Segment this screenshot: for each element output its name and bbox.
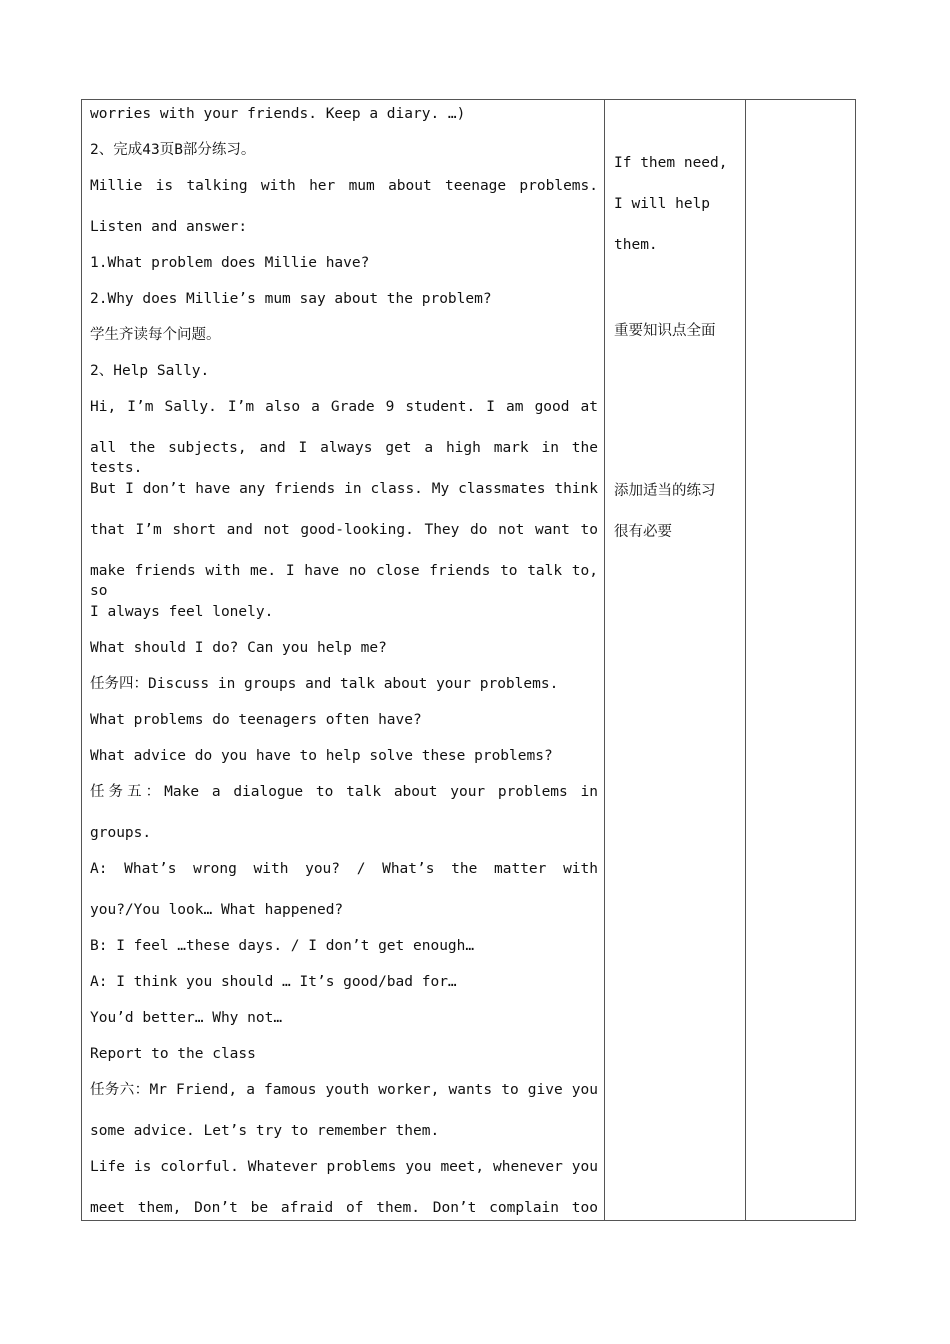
content-line: you?/You look… What happened?	[90, 902, 344, 918]
content-line: 2.Why does Millie’s mum say about the problem?	[90, 291, 492, 307]
content-line: Millie is talking with her mum about teenage problems.	[90, 178, 598, 194]
note-line: If them need,	[614, 155, 728, 171]
content-line: groups.	[90, 825, 152, 841]
content-line: A: I think you should … It’s good/bad for…	[90, 974, 457, 990]
content-line: B: I feel …these days. / I don’t get enough…	[90, 938, 475, 954]
content-line: What advice do you have to help solve these problems?	[90, 748, 553, 764]
content-line: 2、完成43页B部分练习。	[90, 142, 256, 158]
content-line: worries with your friends. Keep a diary. …)	[90, 106, 466, 122]
content-line: Hi, I’m Sally. I’m also a Grade 9 student. I am good at	[90, 399, 598, 415]
note-line: 重要知识点全面	[614, 323, 716, 339]
content-line: You’d better… Why not…	[90, 1010, 283, 1026]
content-line: 2、Help Sally.	[90, 363, 210, 379]
content-line: some advice. Let’s try to remember them.	[90, 1123, 440, 1139]
note-line: them.	[614, 237, 658, 253]
content-line: 任务六：Mr Friend, a famous youth worker, wants to give you	[90, 1082, 598, 1098]
lesson-plan-table	[81, 99, 856, 1221]
content-line: Report to the class	[90, 1046, 256, 1062]
column-divider-1	[604, 100, 605, 1220]
content-line: 1.What problem does Millie have?	[90, 255, 370, 271]
content-line: Life is colorful. Whatever problems you meet, whenever you	[90, 1159, 598, 1175]
content-line: I always feel lonely.	[90, 604, 274, 620]
content-line: What problems do teenagers often have?	[90, 712, 422, 728]
column-divider-2	[745, 100, 746, 1220]
content-line: meet them, Don’t be afraid of them. Don’t complain too	[90, 1200, 598, 1216]
note-line: 添加适当的练习	[614, 483, 716, 499]
content-line: 任务五：Make a dialogue to talk about your problems in	[90, 784, 598, 800]
content-line: But I don’t have any friends in class. My classmates think	[90, 481, 598, 497]
content-line: that I’m short and not good-looking. They do not want to	[90, 522, 598, 538]
content-line: 学生齐读每个问题。	[90, 327, 221, 343]
content-line: What should I do? Can you help me?	[90, 640, 387, 656]
content-line: all the subjects, and I always get a high mark in the tests.	[90, 440, 598, 476]
content-line: Listen and answer:	[90, 219, 248, 235]
content-line: 任务四：Discuss in groups and talk about your problems.	[90, 676, 559, 692]
content-line: make friends with me. I have no close friends to talk to, so	[90, 563, 598, 599]
note-line: I will help	[614, 196, 711, 212]
note-line: 很有必要	[614, 524, 672, 540]
content-line: A: What’s wrong with you? / What’s the matter with	[90, 861, 598, 877]
